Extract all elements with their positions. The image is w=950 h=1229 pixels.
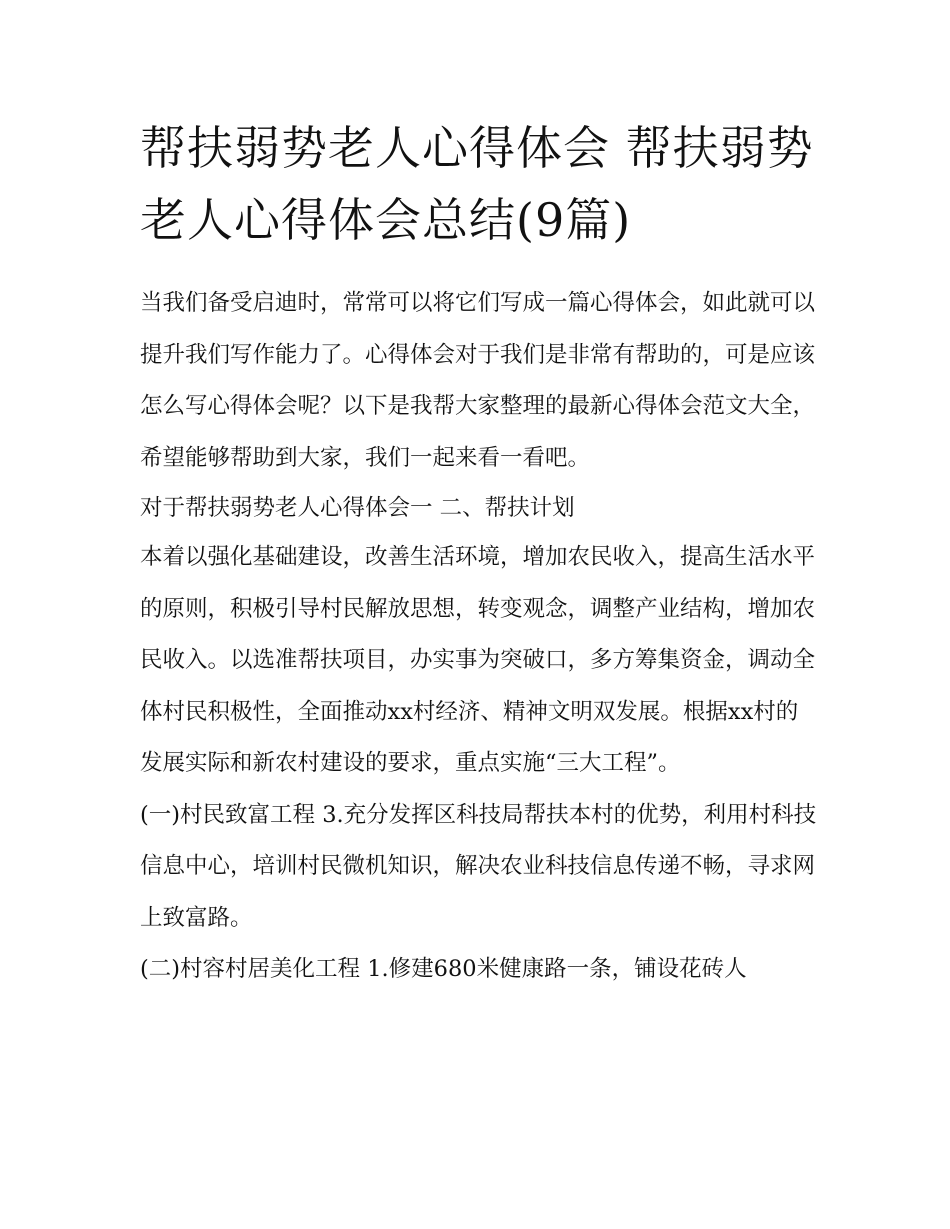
project-two-paragraph: (二)村容村居美化工程 1.修建680米健康路一条，铺设花砖人 — [140, 956, 747, 982]
section-heading: 对于帮扶弱势老人心得体会一 二、帮扶计划 — [140, 495, 575, 521]
plan-paragraph: 本着以强化基础建设，改善生活环境，增加农民收入，提高生活水平的原则，积极引导村民解放思想，转变观念，调整产业结构，增加农民收入。以选准帮扶项目，办实事为突破口，多方筹集资金，调动全体村民积极性，全面推动xx村经济、精神文明双发展。根据xx村的发展实际和新农村建设的要求，重点实施“三大工程”。 — [140, 544, 816, 776]
project-one-paragraph: (一)村民致富工程 3.充分发挥区科技局帮扶本村的优势，利用村科技信息中心，培训村民微机知识，解决农业科技信息传递不畅，寻求网上致富路。 — [140, 801, 817, 931]
document-title: 帮扶弱势老人心得体会 帮扶弱势老人心得体会总结(9篇) — [140, 121, 814, 247]
document-body — [140, 278, 820, 996]
intro-paragraph: 当我们备受启迪时，常常可以将它们写成一篇心得体会，如此就可以提升我们写作能力了。心得体会对于我们是非常有帮助的，可是应该怎么写心得体会呢？以下是我帮大家整理的最新心得体会范文大全，希望能够帮助到大家，我们一起来看一看吧。 — [140, 290, 816, 471]
document-content — [140, 112, 820, 996]
